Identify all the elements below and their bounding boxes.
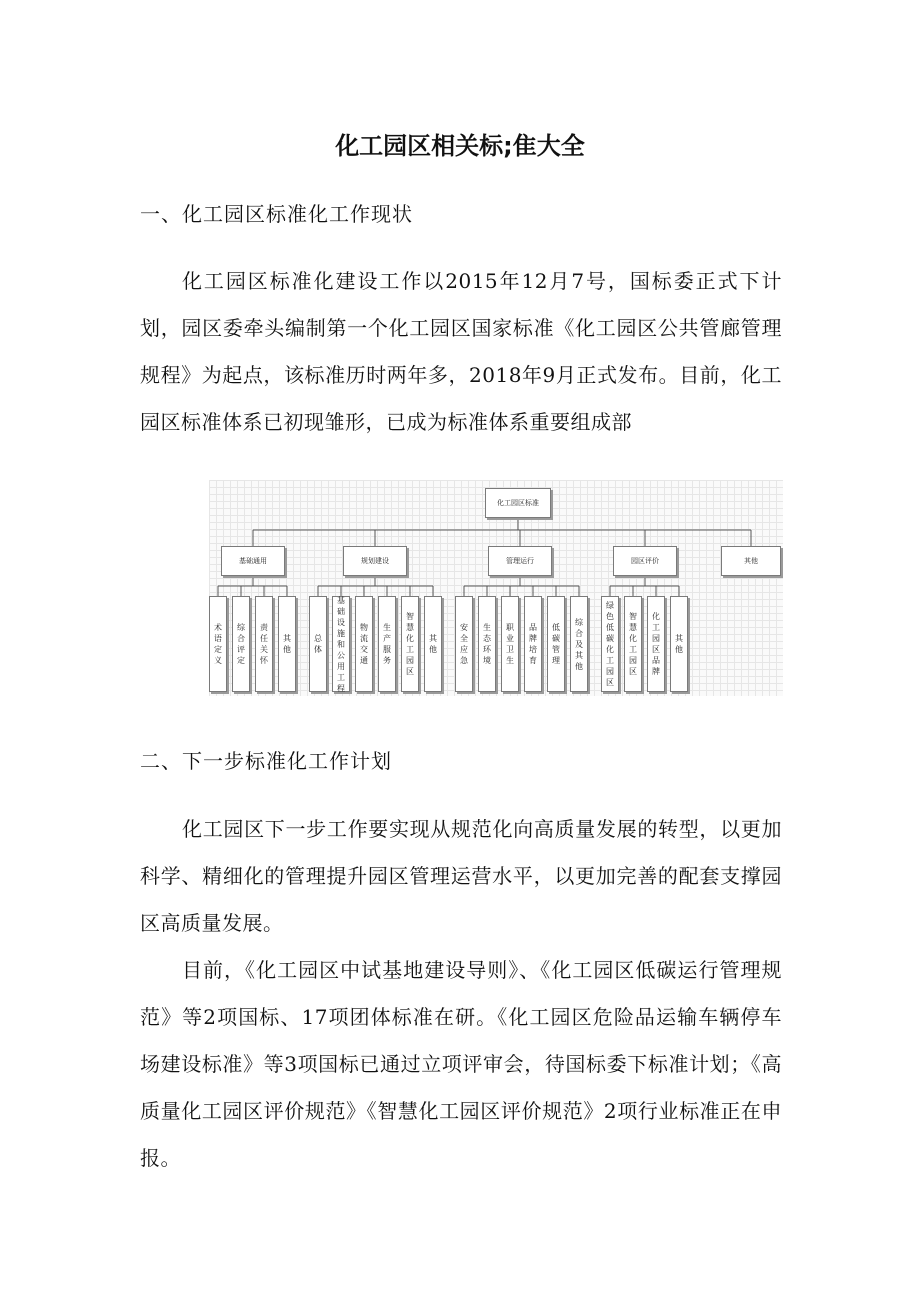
org-leaf-node: 其他 [670, 596, 688, 692]
section-2-heading: 二、下一步标准化工作计划 [140, 749, 392, 773]
section-1-heading: 一、化工园区标准化工作现状 [140, 202, 413, 226]
org-category-node: 其他 [721, 546, 781, 576]
org-leaf-node: 总体 [309, 596, 327, 692]
org-leaf-node: 智慧化工园区 [624, 596, 642, 692]
org-leaf-node: 责任关怀 [255, 596, 273, 692]
org-leaf-node: 品牌培育 [524, 596, 542, 692]
org-leaf-node: 生产服务 [378, 596, 396, 692]
org-leaf-node: 绿色低碳化工园区 [601, 596, 619, 692]
org-leaf-node: 低碳管理 [547, 596, 565, 692]
org-leaf-node: 生态环境 [478, 596, 496, 692]
section-1-paragraph: 化工园区标准化建设工作以2015年12月7号，国标委正式下计划，园区委牵头编制第一个化工园区国家标准《化工园区公共管廊管理规程》为起点，该标准历时两年多，2018年9月正式发布。目前，化工园区标准体系已初现雏形，已成为标准体系重要组成部 [140, 269, 782, 434]
org-leaf-node: 基础设施和公用工程 [332, 596, 350, 692]
org-leaf-node: 物流交通 [355, 596, 373, 692]
org-leaf-node: 综合及其他 [570, 596, 588, 692]
org-category-node: 管理运行 [488, 546, 552, 576]
section-2-paragraph-2: 目前，《化工园区中试基地建设导则》、《化工园区低碳运行管理规范》等2项国标、17项团体标准在研。《化工园区危险品运输车辆停车场建设标准》等3项国标已通过立项评审会，待国标委下标准计划；《高质量化工园区评价规范》《智慧化工园区评价规范》2项行业标准正在申报。 [140, 958, 782, 1170]
org-leaf-node: 智慧化工园区 [401, 596, 419, 692]
org-chart [209, 480, 783, 696]
org-leaf-node: 综合评定 [232, 596, 250, 692]
org-leaf-node: 术语定义 [209, 596, 227, 692]
org-category-node: 园区评价 [613, 546, 677, 576]
org-category-node: 基础通用 [221, 546, 285, 576]
section-2-paragraph-1: 化工园区下一步工作要实现从规范化向高质量发展的转型，以更加科学、精细化的管理提升园区管理运营水平，以更加完善的配套支撑园区高质量发展。 [140, 817, 782, 935]
org-root-node: 化工园区标准 [485, 488, 551, 518]
org-category-node: 规划建设 [343, 546, 407, 576]
org-leaf-node: 职业卫生 [501, 596, 519, 692]
org-leaf-node: 化工园区品牌 [647, 596, 665, 692]
org-leaf-node: 其他 [424, 596, 442, 692]
org-leaf-node: 其他 [278, 596, 296, 692]
org-leaf-node: 安全应急 [455, 596, 473, 692]
document-title: 化工园区相关标;隹大全 [335, 132, 585, 160]
